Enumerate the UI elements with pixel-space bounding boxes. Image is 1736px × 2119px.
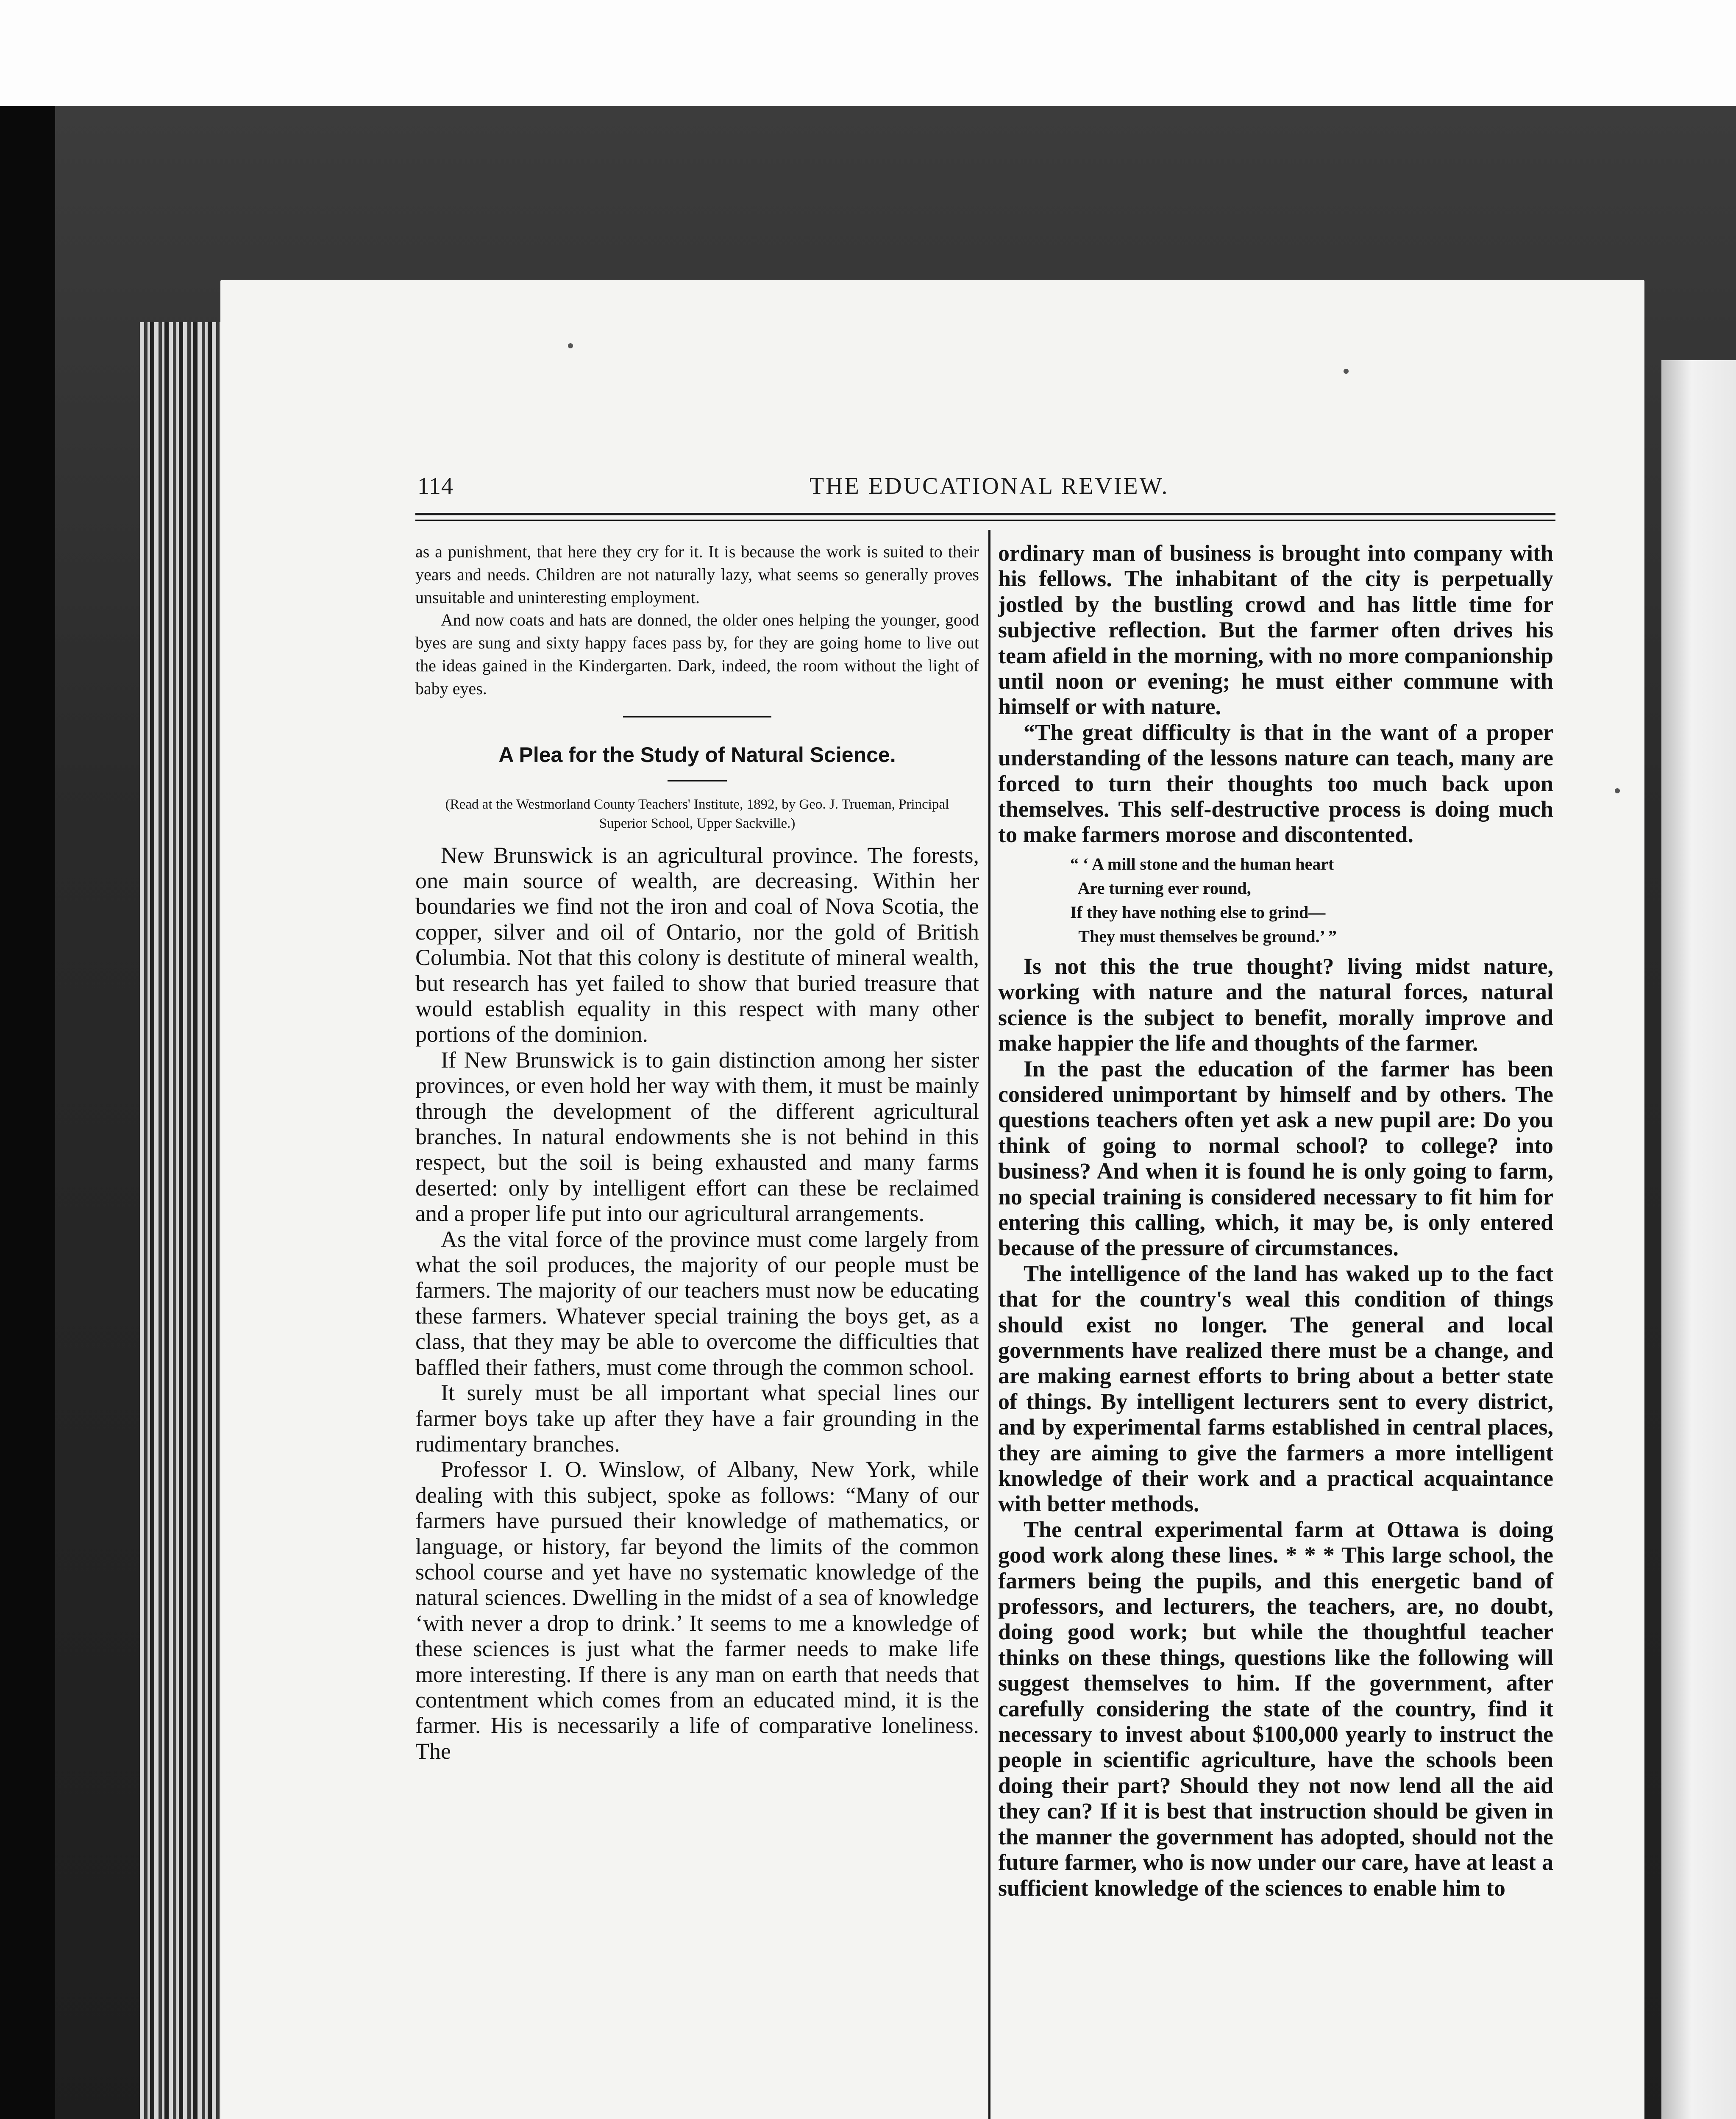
article-paragraph: If New Brunswick is to gain distinction among her sister provinces, or even hold her way with them, it must be mainly through the development of the different agricultural branches. In natural endowments she is not behind in this respect, but the soil is being exhausted and many farms deserted: only by intelligent effort can these be reclaimed and a proper life put into our agricultural arrangements.	[415, 1047, 979, 1226]
column-divider	[988, 530, 990, 2119]
title-divider	[668, 780, 727, 781]
poem-line: “ ‘ A mill stone and the human heart	[1070, 854, 1334, 873]
article-paragraph: New Brunswick is an agricultural province. The forests, one main source of wealth, are decreasing. Within her boundaries we find not the iron and coal of Nova Scotia, the copper, silver and oil of Ontario, nor the gold of British Columbia. Not that this colony is destitute of mineral wealth, but research has yet failed to show that buried treasure that would establish equality in this respect with many other portions of the dominion.	[415, 842, 979, 1047]
scan-speck	[568, 343, 573, 348]
header-rule-thick	[415, 513, 1555, 515]
running-head: THE EDUCATIONAL REVIEW.	[810, 473, 1169, 499]
right-column	[998, 540, 1553, 1901]
left-column	[415, 540, 979, 1764]
scan-speck	[1615, 788, 1620, 793]
document-page	[220, 280, 1644, 2119]
page-number: 114	[417, 473, 453, 499]
article-paragraph: It surely must be all important what special lines our farmer boys take up after they have a fair grounding in the rudimentary branches.	[415, 1380, 979, 1457]
article-divider	[623, 716, 771, 717]
article-title: A Plea for the Study of Natural Science.	[498, 742, 896, 767]
header-rule-thin	[415, 520, 1555, 521]
facing-page-edge	[1661, 360, 1736, 2119]
article-paragraph: Professor I. O. Winslow, of Albany, New York, while dealing with this subject, spoke as follows: “Many of our farmers have pursued their knowledge of mathematics, or language, or history, far beyond the limits of the common school course and yet have no systematic knowledge of the natural sciences. Dwelling in the midst of a sea of knowledge ‘with never a drop to drink.’ It seems to me a knowledge of these sciences is just what the farmer needs to make life more interesting. If there is any man on earth that needs that contentment which comes from an educated mind, it is the farmer. His is necessarily a life of comparative loneliness. The	[415, 1457, 979, 1764]
poem-line: Are turning ever round,	[1070, 878, 1251, 898]
film-margin-top	[0, 0, 1736, 106]
poem-line: If they have nothing else to grind—	[1070, 902, 1326, 922]
article-paragraph: The central experimental farm at Ottawa is doing good work along these lines. * * * This large school, the farmers being the pupils, and this energetic band of professors, and lecturers, the teachers, are, no doubt, doing good work; but while the thoughtful teacher thinks on these things, questions like the following will suggest themselves to him. If the government, after carefully considering the state of the country, find it necessary to invest about $100,000 yearly to instruct the people in scientific agriculture, have the schools been doing their part? Should they not now lend all the aid they can? If it is best that instruction should be given in the manner the government has adopted, should not the future farmer, who is now under our care, have at least a sufficient knowledge of the sciences to enable him to	[998, 1516, 1553, 1901]
kindergarten-paragraph: as a punishment, that here they cry for it. It is because the work is suited to their years and needs. Children are not naturally lazy, what seems so generally proves unsuitable and uninteresting employment.	[415, 542, 979, 607]
article-paragraph: In the past the education of the farmer has been considered unimportant by himself and by others. The questions teachers often yet ask a new pupil are: Do you think of going to normal school? to college? into business? And when it is found he is only going to farm, no special training is considered necessary to fit him for entering this calling, which, it may be, is only entered because of the pressure of circumstances.	[998, 1056, 1553, 1261]
scan-speck	[1344, 369, 1349, 374]
article-paragraph: ordinary man of business is brought into company with his fellows. The inhabitant of the city is perpetually jostled by the bustling crowd and has little time for subjective reflection. But the farmer often drives his team afield in the morning, with no more companionship until noon or evening; he must either commune with himself or with nature.	[998, 540, 1553, 720]
kindergarten-paragraph: And now coats and hats are donned, the older ones helping the younger, good byes are sung and sixty happy faces pass by, for they are going home to live out the ideas gained in the Kindergarten. Dark, indeed, the room without the light of baby eyes.	[415, 610, 979, 698]
article-paragraph: Is not this the true thought? living midst nature, working with nature and the natural forces, natural science is the subject to benefit, morally improve and make happier the life and thoughts of the farmer.	[998, 953, 1553, 1056]
poem-quote	[1070, 852, 1553, 948]
article-paragraph: “The great difficulty is that in the want of a proper understanding of the lessons nature can teach, many are forced to turn their thoughts too much back upon themselves. This self-destructive process is doing much to make farmers morose and discontented.	[998, 719, 1553, 848]
article-paragraph: As the vital force of the province must come largely from what the soil produces, the majority of our people must be farmers. The majority of our teachers must now be educating these farmers. Whatever special training the boys get, as a class, that they may be able to overcome the difficulties that baffled their fathers, must come through the common school.	[415, 1226, 979, 1380]
poem-line: They must themselves be ground.’ ”	[1070, 926, 1337, 946]
article-byline: (Read at the Westmorland County Teachers' Institute, 1892, by Geo. J. Trueman, Principal Superior School, Upper Sackville.)	[445, 796, 949, 831]
article-paragraph: The intelligence of the land has waked up to the fact that for the country's weal this condition of things should exist no longer. The general and local governments have realized there must be a change, and are making earnest efforts to bring about a better state of things. By intelligent lecturers sent to every district, and by experimental farms established in central places, they are aiming to give the farmers a more intelligent knowledge of their work and a practical acquaintance with better methods.	[998, 1260, 1553, 1517]
